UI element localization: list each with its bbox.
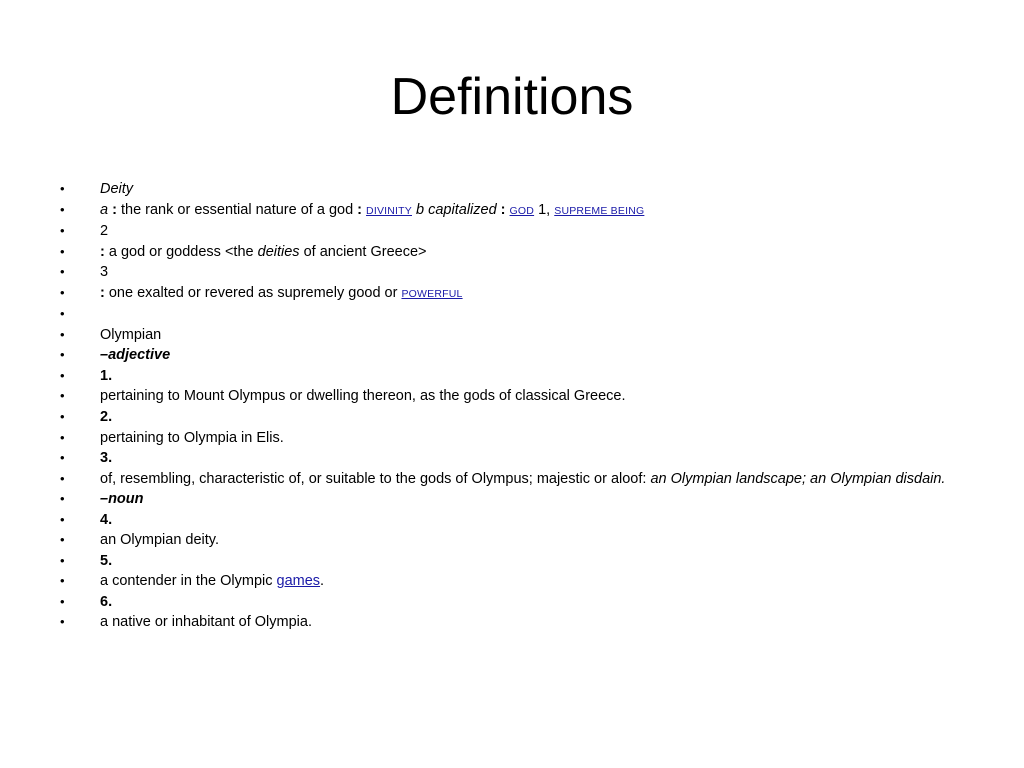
- list-item: [52, 471, 972, 487]
- link-supreme-being[interactable]: SUPREME BEING: [554, 204, 645, 217]
- list-item: [52, 223, 972, 239]
- colon: :: [100, 284, 105, 301]
- definition-text: pertaining to Mount Olympus or dwelling thereon, as the gods of classical Greece.: [100, 388, 626, 405]
- sense-number: 2.: [100, 409, 113, 426]
- bullet-icon: •: [60, 511, 65, 527]
- sense-marker: a: [100, 201, 109, 218]
- bullet-icon: •: [60, 429, 65, 445]
- slide-title: Definitions: [390, 68, 634, 126]
- list-item: [52, 264, 972, 280]
- sense-number: 2: [100, 223, 109, 240]
- list-item: [52, 202, 972, 219]
- bullet-icon: •: [60, 491, 65, 507]
- colon: :: [357, 201, 363, 218]
- list-item: [52, 491, 972, 507]
- list-item: [52, 430, 972, 446]
- sense-number: 6.: [100, 593, 113, 610]
- bullet-icon: •: [60, 306, 65, 322]
- colon: :: [100, 243, 105, 260]
- bullet-icon: •: [60, 284, 65, 300]
- list-item: [52, 285, 972, 302]
- list-item: [52, 409, 972, 425]
- bullet-icon: •: [60, 201, 65, 217]
- definition-text: the rank or essential nature of a god: [116, 201, 358, 218]
- definition-text: a native or inhabitant of Olympia.: [100, 614, 312, 631]
- part-of-speech-adjective: –adjective: [100, 347, 171, 364]
- definition-text: of, resembling, characteristic of, or suitable to the gods of Olympus; majestic or aloof:: [100, 470, 651, 487]
- sense-number: 3.: [100, 450, 113, 467]
- bullet-icon: •: [60, 409, 65, 425]
- bullet-icon: •: [60, 573, 65, 589]
- usage-label: b capitalized: [412, 201, 497, 218]
- example-word: deities: [257, 243, 300, 260]
- list-item: [52, 327, 972, 343]
- list-item: [52, 388, 972, 404]
- link-god[interactable]: GOD: [509, 204, 535, 217]
- term-olympian: Olympian: [100, 326, 162, 343]
- bullet-icon: •: [60, 181, 65, 196]
- list-item: [52, 368, 972, 384]
- definition-list: [52, 181, 972, 635]
- bullet-icon: •: [60, 532, 65, 548]
- bullet-icon: •: [60, 243, 65, 259]
- term-deity: Deity: [100, 181, 134, 197]
- sense-number: 4.: [100, 511, 113, 528]
- link-divinity[interactable]: DIVINITY: [366, 204, 412, 217]
- bullet-icon: •: [60, 223, 65, 239]
- definition-text: .: [320, 573, 325, 590]
- bullet-icon: •: [60, 593, 65, 609]
- bullet-icon: •: [60, 326, 65, 342]
- sense-number: 5.: [100, 552, 113, 569]
- bullet-icon: •: [60, 347, 65, 363]
- bullet-icon: •: [60, 470, 65, 486]
- definition-text: one exalted or revered as supremely good or: [104, 284, 402, 301]
- definition-text: pertaining to Olympia in Elis.: [100, 429, 284, 446]
- definition-text: a contender in the Olympic: [100, 573, 277, 590]
- bullet-icon: •: [60, 264, 65, 280]
- list-item: [52, 532, 972, 548]
- sense-number: 1,: [534, 201, 555, 218]
- example-text: an Olympian landscape; an Olympian disdain.: [650, 470, 946, 487]
- link-powerful[interactable]: POWERFUL: [401, 287, 463, 300]
- sense-number: 1.: [100, 367, 113, 384]
- colon: :: [112, 201, 117, 218]
- definition-text: a god or goddess <the: [104, 243, 258, 260]
- bullet-icon: •: [60, 388, 65, 404]
- list-item: [52, 553, 972, 569]
- definition-text: an Olympian deity.: [100, 532, 220, 549]
- list-item: [52, 614, 972, 630]
- definition-text: of ancient Greece>: [299, 243, 427, 260]
- list-item: [52, 306, 972, 322]
- list-item: [52, 450, 972, 466]
- colon: :: [500, 201, 506, 218]
- bullet-icon: •: [60, 552, 65, 568]
- bullet-icon: •: [60, 367, 65, 383]
- bullet-icon: •: [60, 450, 65, 466]
- list-item: [52, 244, 972, 260]
- list-item: [52, 594, 972, 610]
- link-games[interactable]: games: [276, 573, 321, 590]
- list-item: [52, 573, 972, 589]
- list-item: [52, 181, 972, 197]
- list-item: [52, 347, 972, 363]
- sense-number: 3: [100, 264, 109, 281]
- part-of-speech-noun: –noun: [100, 491, 144, 508]
- list-item: [52, 512, 972, 528]
- bullet-icon: •: [60, 614, 65, 630]
